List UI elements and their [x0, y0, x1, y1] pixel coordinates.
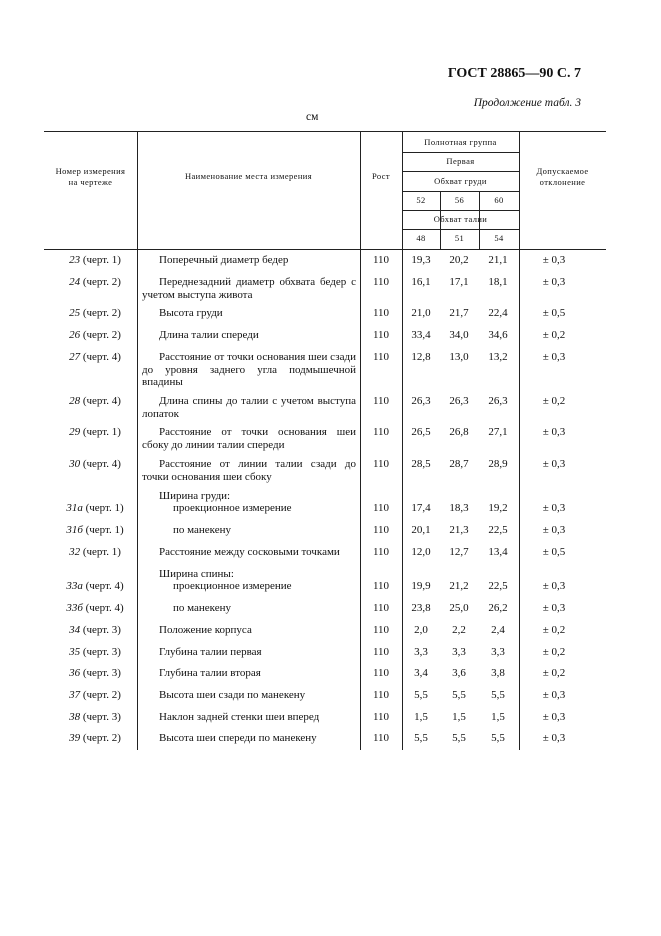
height-value: 110 [372, 426, 390, 438]
size-value: 2,4 [491, 624, 505, 636]
measurement-number: 26 (черт. 2) [69, 329, 121, 341]
measurement-name: проекционное измерение [173, 502, 292, 514]
tolerance-value: ± 0,3 [542, 689, 566, 701]
height-value: 110 [372, 276, 390, 288]
tolerance-value: ± 0,3 [542, 524, 566, 536]
height-value: 110 [372, 711, 390, 723]
measurement-number: 29 (черт. 1) [69, 426, 121, 438]
size-value: 21,1 [488, 254, 508, 266]
measurement-number: 28 (черт. 4) [69, 395, 121, 407]
height-value: 110 [372, 602, 390, 614]
header-number: Номер измерения на чертеже [55, 166, 126, 187]
size-value: 21,2 [449, 580, 469, 592]
header-chest-girth: Обхват груди [434, 176, 487, 186]
size-value: 17,1 [449, 276, 469, 288]
measurement-name: Высота шеи спереди по манекену [159, 732, 317, 744]
measurement-group-heading: Ширина груди: [159, 490, 231, 502]
measurement-name: Положение корпуса [159, 624, 252, 636]
measurement-name: Расстояние от точки основания шеи сбоку до линии талии спереди [142, 426, 356, 451]
size-value: 1,5 [491, 711, 505, 723]
size-value: 21,0 [411, 307, 431, 319]
size-value: 5,5 [414, 732, 428, 744]
measurement-number: 35 (черт. 3) [69, 646, 121, 658]
size-value: 12,8 [411, 351, 431, 363]
measurement-name: Расстояние от линии талии сзади до точки основания шеи сбоку [142, 458, 356, 483]
header-chest-value: 52 [416, 195, 426, 205]
height-value: 110 [372, 580, 390, 592]
size-value: 19,2 [488, 502, 508, 514]
size-value: 19,9 [411, 580, 431, 592]
measurement-number: 31б (черт. 1) [66, 524, 124, 536]
measurement-number: 34 (черт. 3) [69, 624, 121, 636]
size-value: 22,5 [488, 524, 508, 536]
measurement-name: Длина талии спереди [159, 329, 259, 341]
measurement-name: Глубина талии первая [159, 646, 262, 658]
height-value: 110 [372, 307, 390, 319]
measurement-name: Поперечный диаметр бедер [159, 254, 289, 266]
tolerance-value: ± 0,3 [542, 276, 566, 288]
height-value: 110 [372, 351, 390, 363]
height-value: 110 [372, 329, 390, 341]
size-value: 26,8 [449, 426, 469, 438]
size-value: 5,5 [414, 689, 428, 701]
header-waist-value: 48 [416, 233, 426, 243]
size-value: 2,0 [414, 624, 428, 636]
height-value: 110 [372, 458, 390, 470]
height-value: 110 [372, 254, 390, 266]
size-value: 5,5 [491, 689, 505, 701]
header-chest-value: 60 [494, 195, 504, 205]
measurement-name: Расстояние от точки основания шеи сзади до уровня заднего угла подмышечной впадины [142, 351, 356, 388]
tolerance-value: ± 0,3 [542, 502, 566, 514]
size-value: 34,6 [488, 329, 508, 341]
measurement-number: 24 (черт. 2) [69, 276, 121, 288]
measurement-name: по манекену [173, 602, 232, 614]
height-value: 110 [372, 646, 390, 658]
tolerance-value: ± 0,2 [542, 329, 566, 341]
size-value: 21,7 [449, 307, 469, 319]
tolerance-value: ± 0,5 [542, 307, 566, 319]
header-waist-girth: Обхват талии [433, 214, 488, 224]
header-waist-value: 54 [494, 233, 504, 243]
size-value: 5,5 [491, 732, 505, 744]
measurement-name: Высота груди [159, 307, 223, 319]
size-value: 20,1 [411, 524, 431, 536]
header-waist-value: 51 [454, 233, 465, 243]
height-value: 110 [372, 689, 390, 701]
height-value: 110 [372, 502, 390, 514]
tolerance-value: ± 0,3 [542, 580, 566, 592]
height-value: 110 [372, 546, 390, 558]
tolerance-value: ± 0,3 [542, 458, 566, 470]
measurement-name: Высота шеи сзади по манекену [159, 689, 306, 701]
header-fullness-group: Полнотная группа [424, 137, 497, 147]
header-name: Наименование места измерения [184, 171, 313, 181]
measurement-name: проекционное измерение [173, 580, 292, 592]
measurement-name: Расстояние между сосковыми точками [159, 546, 340, 558]
size-value: 12,7 [449, 546, 469, 558]
size-value: 3,6 [452, 667, 466, 679]
unit-label: см [306, 111, 319, 123]
size-value: 19,3 [411, 254, 431, 266]
size-value: 16,1 [411, 276, 431, 288]
measurement-group-heading: Ширина спины: [159, 568, 234, 580]
height-value: 110 [372, 524, 390, 536]
tolerance-value: ± 0,3 [542, 426, 566, 438]
measurement-number: 25 (черт. 2) [69, 307, 121, 319]
measurement-number: 39 (черт. 2) [69, 732, 121, 744]
measurement-number: 37 (черт. 2) [69, 689, 121, 701]
tolerance-value: ± 0,3 [542, 254, 566, 266]
size-value: 22,5 [488, 580, 508, 592]
size-value: 33,4 [411, 329, 431, 341]
measurement-number: 33б (черт. 4) [66, 602, 124, 614]
tolerance-value: ± 0,2 [542, 667, 566, 679]
measurement-name: Глубина талии вторая [159, 667, 261, 679]
size-value: 28,5 [411, 458, 431, 470]
header-height: Рост [371, 171, 391, 181]
measurement-number: 31а (черт. 1) [66, 502, 124, 514]
size-value: 21,3 [449, 524, 469, 536]
size-value: 5,5 [452, 732, 466, 744]
size-value: 20,2 [449, 254, 469, 266]
size-value: 28,9 [488, 458, 508, 470]
size-value: 1,5 [452, 711, 466, 723]
tolerance-value: ± 0,2 [542, 395, 566, 407]
measurement-number: 23 (черт. 1) [69, 254, 121, 266]
size-value: 22,4 [488, 307, 508, 319]
height-value: 110 [372, 395, 390, 407]
size-value: 34,0 [449, 329, 469, 341]
measurement-name: Переднезадний диаметр обхвата бедер с учетом выступа живота [142, 276, 356, 301]
size-value: 17,4 [411, 502, 431, 514]
measurement-name: Наклон задней стенки шеи вперед [159, 711, 320, 723]
size-value: 13,2 [488, 351, 508, 363]
tolerance-value: ± 0,3 [542, 711, 566, 723]
document-title: ГОСТ 28865—90 С. 7 [447, 66, 581, 81]
measurement-name: Длина спины до талии с учетом выступа лопаток [142, 395, 356, 420]
size-value: 12,0 [411, 546, 431, 558]
table-continuation-label: Продолжение табл. 3 [473, 97, 581, 109]
size-value: 3,8 [491, 667, 505, 679]
tolerance-value: ± 0,3 [542, 602, 566, 614]
size-value: 13,4 [488, 546, 508, 558]
size-value: 18,3 [449, 502, 469, 514]
header-tolerance: Допускаемое отклонение [536, 166, 589, 187]
size-value: 3,3 [452, 646, 466, 658]
size-value: 26,3 [449, 395, 469, 407]
size-value: 3,3 [491, 646, 505, 658]
size-value: 27,1 [488, 426, 508, 438]
size-value: 23,8 [411, 602, 431, 614]
size-value: 5,5 [452, 689, 466, 701]
measurement-number: 36 (черт. 3) [69, 667, 121, 679]
measurement-number: 38 (черт. 3) [69, 711, 121, 723]
size-value: 26,2 [488, 602, 508, 614]
header-group-first: Первая [446, 156, 475, 166]
size-value: 28,7 [449, 458, 469, 470]
size-value: 2,2 [452, 624, 466, 636]
measurement-number: 33а (черт. 4) [66, 580, 124, 592]
height-value: 110 [372, 624, 390, 636]
size-value: 1,5 [414, 711, 428, 723]
header-chest-value: 56 [454, 195, 465, 205]
tolerance-value: ± 0,3 [542, 351, 566, 363]
size-value: 26,3 [411, 395, 431, 407]
size-value: 26,3 [488, 395, 508, 407]
tolerance-value: ± 0,2 [542, 646, 566, 658]
size-value: 26,5 [411, 426, 431, 438]
size-value: 3,3 [414, 646, 428, 658]
measurement-number: 27 (черт. 4) [69, 351, 121, 363]
tolerance-value: ± 0,5 [542, 546, 566, 558]
height-value: 110 [372, 667, 390, 679]
tolerance-value: ± 0,2 [542, 624, 566, 636]
size-value: 25,0 [449, 602, 469, 614]
size-value: 18,1 [488, 276, 508, 288]
size-value: 3,4 [414, 667, 428, 679]
measurement-number: 30 (черт. 4) [69, 458, 121, 470]
size-value: 13,0 [449, 351, 469, 363]
tolerance-value: ± 0,3 [542, 732, 566, 744]
measurement-name: по манекену [173, 524, 232, 536]
measurement-number: 32 (черт. 1) [69, 546, 121, 558]
height-value: 110 [372, 732, 390, 744]
